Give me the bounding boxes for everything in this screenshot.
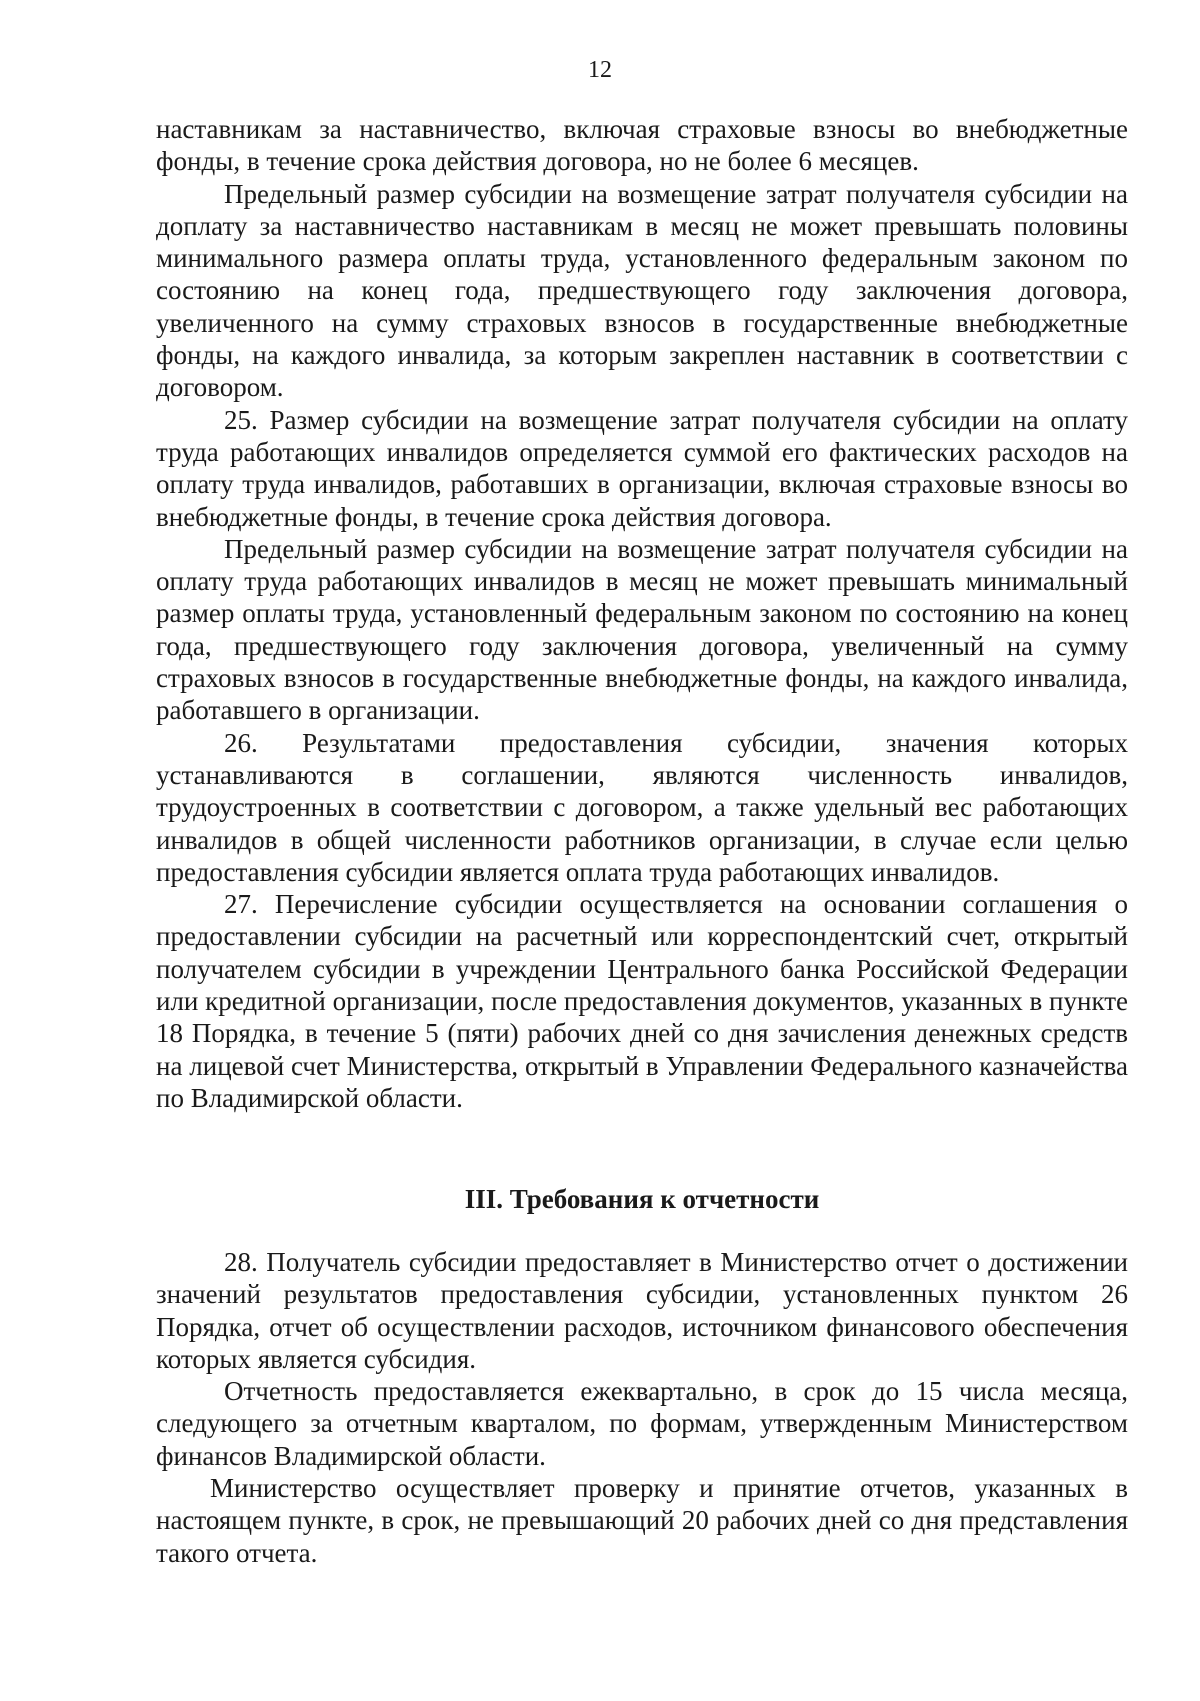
- paragraph-item-25: 25. Размер субсидии на возмещение затрат получателя субсидии на оплату труда работающих инвалидов определяется суммой его фактических расходов на оплату труда инвалидов, работавших в организации, включая страховые взносы во внебюджетные фонды, в течение срока действия договора.: [156, 404, 1128, 532]
- body-text-lower: [156, 1246, 1128, 1569]
- paragraph-report-review: Министерство осуществляет проверку и принятие отчетов, указанных в настоящем пункте, в срок, не превышающий 20 рабочих дней со дня представления такого отчета.: [156, 1473, 1128, 1568]
- body-text-upper: [156, 113, 1128, 1114]
- paragraph-item-26: 26. Результатами предоставления субсидии, значения которых устанавливаются в соглашении, являются численность инвалидов, трудоустроенных в соответствии с договором, а также удельный вес работающих инвалидов в общей численности работников организации, в случае если целью предоставления субсидии является оплата труда работающих инвалидов.: [156, 727, 1128, 887]
- page-number: 12: [588, 57, 612, 83]
- paragraph-reporting-schedule: Отчетность предоставляется ежеквартально, в срок до 15 числа месяца, следующего за отчетным кварталом, по формам, утвержденным Министерством финансов Владимирской области.: [156, 1376, 1128, 1471]
- paragraph-item-27: 27. Перечисление субсидии осуществляется на основании соглашения о предоставлении субсидии на расчетный или корреспондентский счет, открытый получателем субсидии в учреждении Центрального банка Российской Федерации или кредитной организации, после предоставления документов, указанных в пункте 18 Порядка, в течение 5 (пяти) рабочих дней со дня зачисления денежных средств на лицевой счет Министерства, открытый в Управлении Федерального казначейства по Владимирской области.: [156, 889, 1128, 1113]
- section-heading: III. Требования к отчетности: [464, 1184, 820, 1214]
- paragraph-wage-limit: Предельный размер субсидии на возмещение затрат получателя субсидии на оплату труда работающих инвалидов в месяц не может превышать минимальный размер оплаты труда, установленный федеральным законом по состоянию на конец года, предшествующего году заключения договора, увеличенный на сумму страховых взносов в государственные внебюджетные фонды, на каждого инвалида, работавшего в организации.: [156, 533, 1128, 726]
- paragraph-mentor-limit: Предельный размер субсидии на возмещение затрат получателя субсидии на доплату за наставничество наставникам в месяц не может превышать половины минимального размера оплаты труда, установленного федеральным законом по состоянию на конец года, предшествующего году заключения договора, увеличенного на сумму страховых взносов в государственные внебюджетные фонды, на каждого инвалида, за которым закреплен наставник в соответствии с договором.: [156, 178, 1128, 403]
- paragraph-item-28: 28. Получатель субсидии предоставляет в Министерство отчет о достижении значений результатов предоставления субсидии, установленных пунктом 26 Порядка, отчет об осуществлении расходов, источником финансового обеспечения которых является субсидия.: [156, 1247, 1128, 1374]
- paragraph-continuation: наставникам за наставничество, включая страховые взносы во внебюджетные фонды, в течение срока действия договора, но не более 6 месяцев.: [156, 114, 1128, 177]
